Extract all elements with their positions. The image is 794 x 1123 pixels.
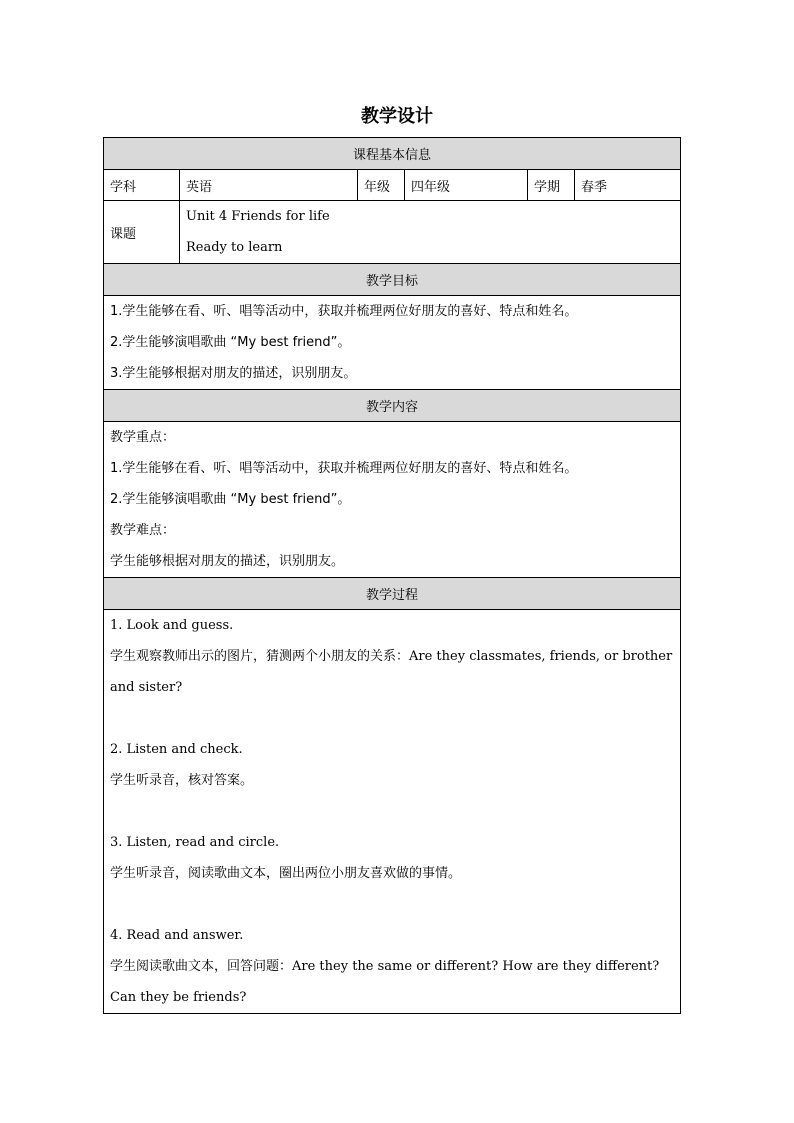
subject-value: 英语: [180, 170, 358, 201]
topic-value: [180, 201, 681, 264]
content-row: [104, 422, 681, 578]
objectives-header: 教学目标: [104, 264, 681, 296]
key-point-item: 2.学生能够演唱歌曲 “My best friend”。: [110, 492, 351, 507]
objectives-header-row: [104, 264, 681, 296]
page-title: 教学设计: [361, 106, 433, 127]
difficult-point-item: 学生能够根据对朋友的描述，识别朋友。: [110, 554, 345, 569]
term-value: 春季: [575, 170, 681, 201]
process-step-title: 2. Listen and check.: [110, 742, 243, 757]
process-step-title: 3. Listen, read and circle.: [110, 835, 280, 850]
process-step-title: 4. Read and answer.: [110, 928, 244, 943]
key-point-item: 1.学生能够在看、听、唱等活动中，获取并梳理两位好朋友的喜好、特点和姓名。: [110, 461, 578, 476]
topic-line: Ready to learn: [186, 240, 283, 255]
topic-line: Unit 4 Friends for life: [186, 209, 330, 224]
content-header-row: [104, 390, 681, 422]
basic-info-header-row: [104, 138, 681, 170]
objective-item: 3.学生能够根据对朋友的描述，识别朋友。: [110, 366, 357, 381]
topic-row: [104, 201, 681, 264]
process-step-text: 学生观察教师出示的图片，猜测两个小朋友的关系：Are they classmates, friends, or brother and sister?: [110, 649, 673, 695]
objectives-row: [104, 296, 681, 390]
process-header-row: [104, 578, 681, 610]
content-cell: [104, 422, 681, 578]
process-row: [104, 610, 681, 1014]
grade-label: 年级: [358, 170, 405, 201]
process-header: 教学过程: [104, 578, 681, 610]
spacer: [110, 889, 674, 920]
difficult-points-label: 教学难点：: [110, 523, 176, 538]
key-points-label: 教学重点：: [110, 430, 176, 445]
lesson-plan-table: [103, 137, 681, 1014]
basic-info-header: 课程基本信息: [104, 138, 681, 170]
objectives-cell: [104, 296, 681, 390]
basic-info-row: [104, 170, 681, 201]
process-cell: [104, 610, 681, 1014]
content-header: 教学内容: [104, 390, 681, 422]
spacer: [110, 796, 674, 827]
process-step-title: 1. Look and guess.: [110, 618, 234, 633]
process-step-text: 学生听录音，核对答案。: [110, 773, 254, 788]
subject-label: 学科: [104, 170, 180, 201]
objective-item: 2.学生能够演唱歌曲 “My best friend”。: [110, 335, 351, 350]
process-step-text: 学生听录音，阅读歌曲文本，圈出两位小朋友喜欢做的事情。: [110, 866, 462, 881]
spacer: [110, 703, 674, 734]
objective-item: 1.学生能够在看、听、唱等活动中，获取并梳理两位好朋友的喜好、特点和姓名。: [110, 304, 578, 319]
term-label: 学期: [528, 170, 575, 201]
process-step-text: 学生阅读歌曲文本，回答问题：Are they the same or different? How are they different? Can they be friends?: [110, 959, 660, 1005]
topic-label: 课题: [104, 201, 180, 264]
grade-value: 四年级: [405, 170, 528, 201]
